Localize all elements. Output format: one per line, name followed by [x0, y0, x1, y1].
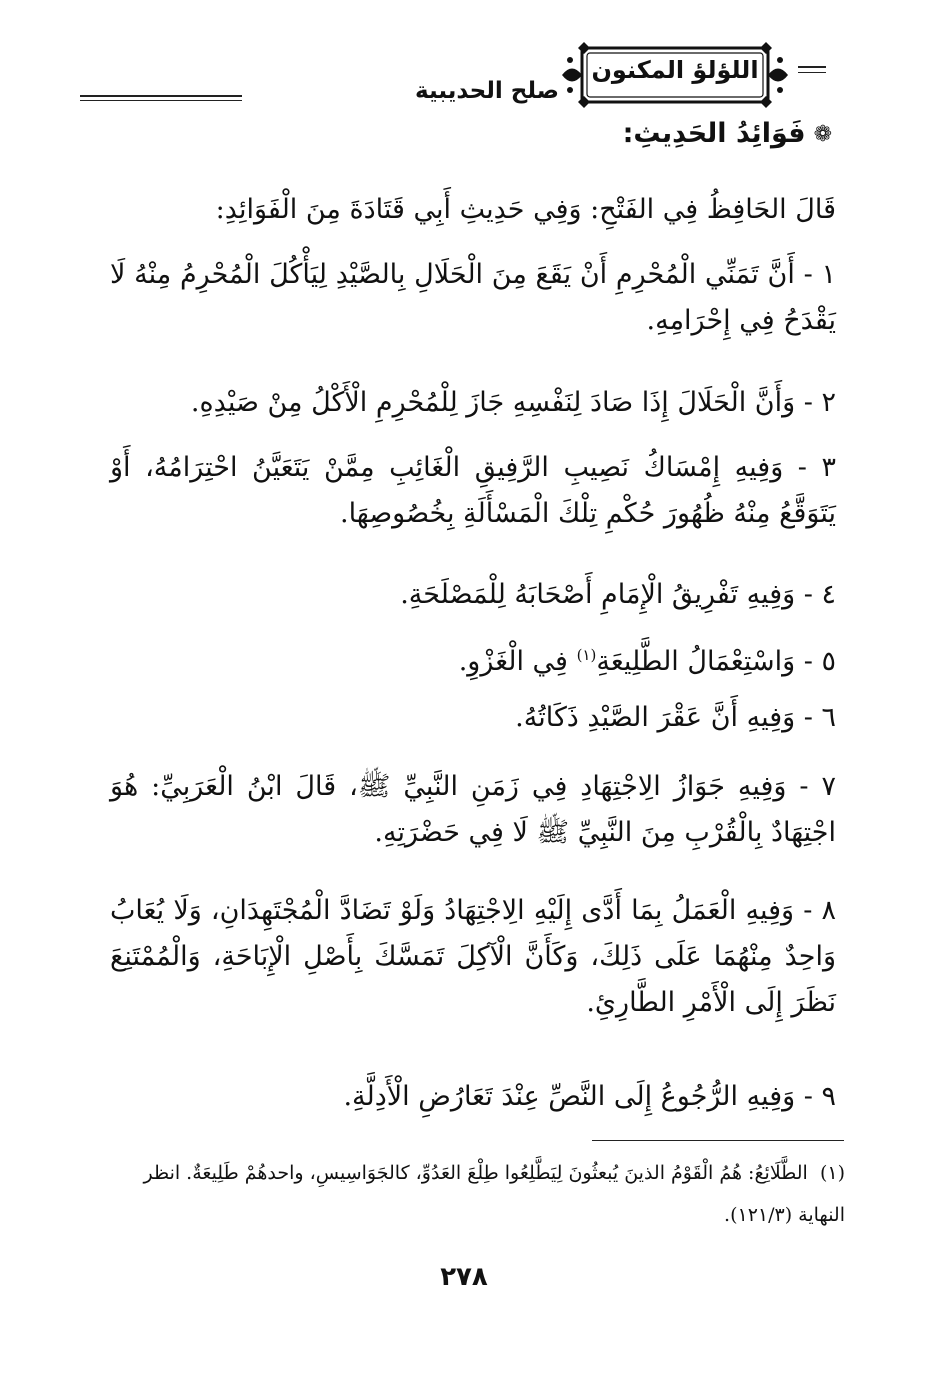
point-text: أَنَّ تَمَنِّي الْمُحْرِمِ أَنْ يَقَعَ مِنَ الْحَلَالِ بِالصَّيْدِ لِيَأْكُلَ الْمُحْرِمُ مِنْهُ لَا يَقْدَحُ فِي إِحْرَامِهِ. [110, 259, 836, 336]
footnote-ref[interactable]: (١) [576, 646, 597, 664]
point-dash: - [795, 702, 822, 733]
point-dash: - [795, 579, 822, 610]
chapter-title: صلح الحديبية [415, 78, 559, 104]
point-dash: - [795, 1081, 822, 1112]
header-rule-left [80, 95, 242, 97]
point-3 [110, 445, 836, 537]
point-number: ٣ [821, 452, 836, 483]
running-header [80, 38, 860, 118]
point-number: ٧ [821, 771, 836, 802]
point-text: وَفِيهِ الرُّجُوعُ إِلَى النَّصِّ عِنْدَ تَعَارُضِ الْأَدِلَّةِ. [343, 1081, 796, 1112]
point-number: ٢ [821, 387, 836, 418]
point-text-after: فِي الْغَزْوِ. [458, 646, 568, 677]
header-rule-right [798, 66, 826, 68]
point-dash: - [794, 895, 822, 926]
point-text: وَأَنَّ الْحَلَالَ إِذَا صَادَ لِنَفْسِهِ جَازَ لِلْمُحْرِمِ الْأَكْلُ مِنْ صَيْدِهِ. [190, 387, 796, 418]
point-number: ٦ [821, 702, 836, 733]
header-rule-left-thin [80, 100, 242, 101]
book-title-frame [560, 40, 790, 110]
footnote [100, 1152, 845, 1236]
footnote-marker: (١) [819, 1162, 845, 1184]
point-1 [110, 252, 836, 344]
footnote-text: الطَّلَائِعُ: هُمُ الْقَوْمُ الذينَ يُبعثُونَ لِيَطَّلِعُوا طِلْعَ العَدُوِّ، كالجَوَاسِيسِ، واحدهُمْ طَلِيعَةٌ. انظر النهاية (١٢١/٣). [143, 1162, 845, 1226]
point-6 [110, 695, 836, 741]
point-number: ٥ [821, 646, 836, 677]
point-7 [110, 764, 836, 856]
point-text: وَفِيهِ إِمْسَاكُ نَصِيبِ الرَّفِيقِ الْغَائِبِ مِمَّنْ يَتَعَيَّنُ احْتِرَامُهُ، أَوْ يَتَوَقَّعُ مِنْهُ ظُهُورَ حُكْمِ تِلْكَ الْمَسْأَلَةِ بِخُصُوصِهَا. [110, 452, 836, 529]
point-4 [110, 572, 836, 618]
section-heading-text: فَوَائِدُ الحَدِيثِ: [622, 118, 806, 149]
point-text: وَفِيهِ أَنَّ عَقْرَ الصَّيْدِ ذَكَاتُهُ. [515, 702, 796, 733]
intro-paragraph: قَالَ الحَافِظُ فِي الفَتْحِ: وَفِي حَدِيثِ أَبِي قَتَادَةَ مِنَ الْفَوَائِدِ: [215, 194, 836, 225]
point-number: ٤ [821, 579, 836, 610]
point-5 [110, 632, 836, 685]
point-2 [110, 380, 836, 426]
point-dash: - [783, 452, 822, 483]
point-text: وَفِيهِ الْعَمَلُ بِمَا أَدَّى إِلَيْهِ الِاجْتِهَادُ وَلَوْ تَضَادَّ الْمُجْتَهِدَانِ، وَلَا يُعَابُ وَاحِدٌ مِنْهُمَا عَلَى ذَلِكَ، وَكَأَنَّ الْآكِلَ تَمَسَّكَ بِأَصْلِ الْإِبَاحَةِ، وَالْمُمْتَنِعَ نَظَرَ إِلَى الْأَمْرِ الطَّارِئِ. [110, 895, 836, 1018]
point-number: ٨ [821, 895, 836, 926]
header-rule-right-thin [798, 72, 826, 73]
point-9 [110, 1074, 836, 1120]
point-dash: - [786, 771, 822, 802]
point-8 [110, 888, 836, 1026]
point-text: وَفِيهِ تَفْرِيقُ الْإِمَامِ أَصْحَابَهُ لِلْمَصْلَحَةِ. [400, 579, 796, 610]
point-dash: - [795, 387, 822, 418]
footnote-separator [592, 1140, 844, 1141]
point-dash: - [794, 259, 822, 290]
point-number: ٩ [821, 1081, 836, 1112]
point-dash: - [795, 646, 822, 677]
book-title: اللؤلؤ المكنون [591, 56, 759, 84]
point-text: وَفِيهِ جَوَازُ الِاجْتِهَادِ فِي زَمَنِ النَّبِيِّ ﷺ، قَالَ ابْنُ الْعَرَبِيِّ: هُوَ اجْتِهَادٌ بِالْقُرْبِ مِنَ النَّبِيِّ ﷺ لَا فِي حَضْرَتِهِ. [110, 771, 836, 848]
page-number: ٢٧٨ [440, 1262, 488, 1292]
section-heading [110, 118, 832, 149]
point-number: ١ [821, 259, 836, 290]
flower-ornament-icon: ❁ [813, 122, 832, 147]
point-text: وَاسْتِعْمَالُ الطَّلِيعَةِ [596, 646, 796, 677]
